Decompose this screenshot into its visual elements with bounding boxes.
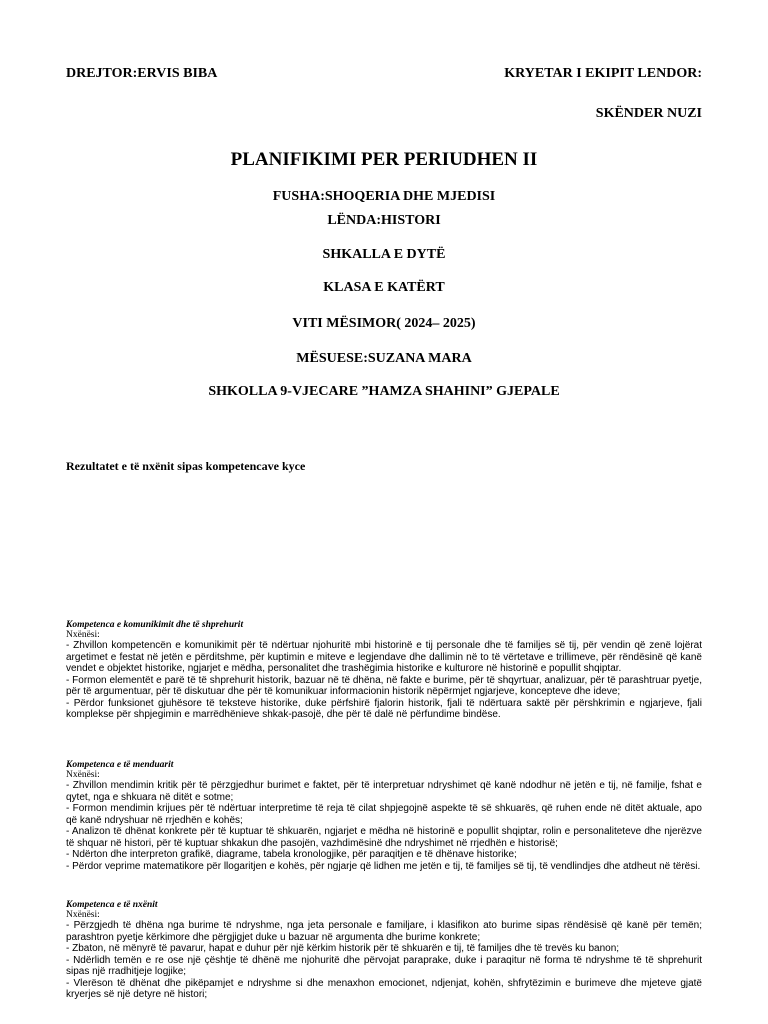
list-item: - Ndërlidh temën e re ose një çështje të dhënë me njohuritë dhe përvojat paraprake, duke i paraqitur në forma të ndryshme të të shprehurit sipas një rradhitjeje logjike;: [66, 954, 702, 977]
teacher-label: MËSUESE:SUZANA MARA: [296, 351, 472, 366]
list-item: - Përzgjedh të dhëna nga burime të ndryshme, nga jeta personale e familjare, i klasifikon ato burime sipas rëndësisë që kanë për temën; parashtron pyetje kërkimore dhe përgjigjet duke u bazuar në argumenta dhe burime konkrete;: [66, 920, 702, 943]
level-label: SHKALLA E DYTË: [322, 247, 446, 262]
section-title: Kompetenca e komunikimit dhe të shprehurit: [66, 620, 244, 630]
team-leader-title: KRYETAR I EKIPIT LENDOR:: [504, 66, 702, 81]
school-label: SHKOLLA 9-VJECARE ”HAMZA SHAHINI” GJEPALE: [208, 384, 560, 399]
list-item: - Vlerëson të dhënat dhe pikëpamjet e ndryshme si dhe menaxhon emocionet, ndjenjat, kohën, shfrytëzimin e burimeve dhe mjeteve gjatë kryerjes së një detyre në histori;: [66, 977, 702, 1000]
list-item: - Zbaton, në mënyrë të pavarur, hapat e duhur për një kërkim historik për të shkuarën e tij, të familjes dhe të trevës ku banon;: [66, 943, 620, 954]
section-intro: Nxënësi:: [66, 770, 100, 780]
school-year-label: VITI MËSIMOR( 2024– 2025): [292, 316, 476, 331]
director-name: DREJTOR:ERVIS BIBA: [66, 66, 218, 81]
list-item: - Përdor veprime matematikore për llogaritjen e kohës, për ngjarje që lidhen me jetën e tij, të familjes së tij, të vendlindjes dhe atdheut në tërësi.: [66, 860, 701, 872]
results-heading: Rezultatet e të nxënit sipas kompetencave kyce: [66, 459, 306, 473]
section-thinking: [66, 760, 702, 872]
section-intro: Nxënësi:: [66, 630, 100, 640]
section-intro: Nxënësi:: [66, 910, 100, 920]
class-label: KLASA E KATËRT: [323, 280, 445, 295]
list-item: - Përdor funksionet gjuhësore të teksteve historike, duke përfshirë fjalorin historik, fjali të ndërtuara saktë për përshkrimin e ngjarjeve, fjali komplekse për shpjegimin e marrëdhënieve shkak-pasojë, dhe për të dalë në përfundime bindëse.: [66, 697, 702, 720]
section-title: Kompetenca e të nxënit: [66, 900, 158, 910]
list-item: - Zhvillon kompetencën e komunikimit për të ndërtuar njohuritë mbi historinë e tij personale dhe të familjes së tij, për vendin që zenë lojërat argetimet e festat në jetën e përditshme, për kuptimin e miteve e legjendave dhe dallimin në to të vërtetave e trillimeve, për rëndësinë që kanë vendet e objektet historike, ngjarjet e mëdha, personalitet dhe trashëgimia historike e kulturore në historinë e popullit shqiptar.: [66, 640, 702, 674]
list-item: - Analizon të dhënat konkrete për të kuptuar të shkuarën, ngjarjet e mëdha në historinë e popullit shqiptar, rolin e personaliteteve dhe njerëzve të shquar në histori, për të kuptuar shkakun dhe pasojën, vazhdimësinë dhe ndryshimet në rrjedhën e historisë;: [66, 826, 702, 849]
section-learning: [66, 900, 702, 1001]
list-item: - Ndërton dhe interpreton grafikë, diagrame, tabela kronologjike, për paraqitjen e të dhënave historike;: [66, 849, 517, 860]
page-title: PLANIFIKIMI PER PERIUDHEN II: [230, 149, 538, 170]
subject-label: LËNDA:HISTORI: [327, 213, 441, 228]
section-title: Kompetenca e të menduarit: [66, 760, 174, 770]
field-label: FUSHA:SHOQERIA DHE MJEDISI: [272, 189, 496, 204]
section-communication: [66, 620, 702, 721]
list-item: - Formon elementët e parë të të shprehurit historik, bazuar në të dhëna, në fakte e burime, për të shqyrtuar, analizuar, për të parashtruar pyetje, për të argumentuar, për të diskutuar dhe për të komunikuar informacionin historik nëpërmjet ngjarjeve, koncepteve dhe ideve;: [66, 674, 702, 697]
list-item: - Zhvillon mendimin kritik për të përzgjedhur burimet e faktet, për të interpretuar ndryshimet që kanë ndodhur në jetën e tij, në familje, fshat e qytet, nga e shkuara në ditët e sotme;: [66, 780, 702, 803]
team-leader-name: SKËNDER NUZI: [595, 106, 702, 121]
list-item: - Formon mendimin krijues për të ndërtuar interpretime të reja të cilat shpjegojnë aspekte të së shkuarës, që ruhen ende në ditët aktuale, apo që kanë ndryshuar në rrjedhën e kohës;: [66, 803, 702, 826]
